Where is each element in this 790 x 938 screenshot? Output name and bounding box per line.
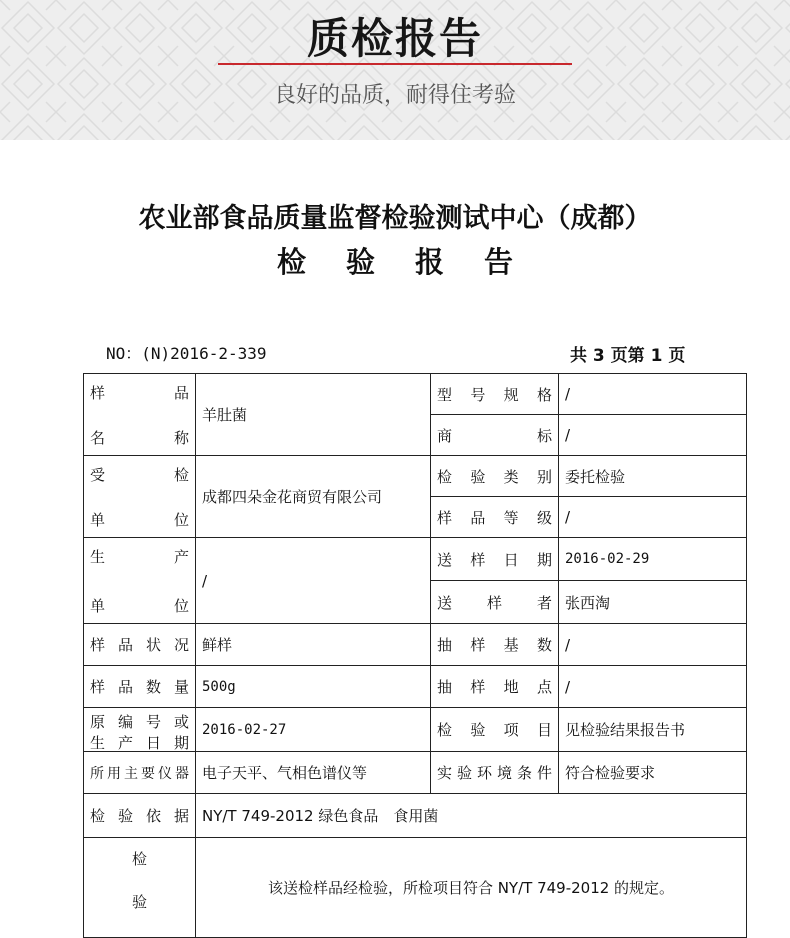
field-label: 商 标 xyxy=(431,415,559,456)
field-label: 抽样地点 xyxy=(431,666,559,708)
field-value: 委托检验 xyxy=(559,456,747,497)
banner-title: 质检报告 xyxy=(306,14,483,63)
client-label-cell xyxy=(84,456,196,538)
document-title: 农业部食品质量监督检验测试中心（成都） xyxy=(138,203,652,234)
field-label: 生 产 xyxy=(90,547,189,566)
field-value: / xyxy=(559,624,747,666)
field-value: / xyxy=(559,666,747,708)
report-table xyxy=(83,373,747,938)
field-label: 单 位 xyxy=(90,510,189,529)
document-subtitle: 检验报告 xyxy=(276,245,553,279)
field-value: 鲜样 xyxy=(196,624,431,666)
field-value: 符合检验要求 xyxy=(559,752,747,794)
sample-name-value: 羊肚菌 xyxy=(196,374,431,456)
field-value: 电子天平、气相色谱仪等 xyxy=(196,752,431,794)
table-row xyxy=(84,708,747,752)
field-value: 500g xyxy=(196,666,431,708)
field-value: 2016-02-27 xyxy=(196,708,431,752)
field-label: 送 样 者 xyxy=(431,581,559,624)
field-label: 样品等级 xyxy=(431,497,559,538)
field-label: 生产日期 xyxy=(90,733,189,752)
client-value: 成都四朵金花商贸有限公司 xyxy=(196,456,431,538)
field-label: 名 称 xyxy=(90,428,189,447)
field-label: 型号规格 xyxy=(431,374,559,415)
field-label: 检验类别 xyxy=(431,456,559,497)
table-row xyxy=(84,374,747,415)
field-label: 送样日期 xyxy=(431,538,559,581)
table-row xyxy=(84,752,747,794)
field-label: 样 品 xyxy=(90,383,189,402)
field-value: / xyxy=(559,497,747,538)
field-label: 所用主要仪器 xyxy=(84,752,196,794)
producer-label-cell xyxy=(84,538,196,624)
result-label-cell xyxy=(84,838,196,938)
table-row xyxy=(84,538,747,581)
field-label: 样品数量 xyxy=(84,666,196,708)
table-row xyxy=(84,794,747,838)
field-label: 检 xyxy=(131,850,147,868)
field-label: 检验依据 xyxy=(84,794,196,838)
field-label: 原编号或 xyxy=(90,712,189,731)
producer-value: / xyxy=(196,538,431,624)
field-label: 单 位 xyxy=(90,596,189,615)
header-banner xyxy=(0,0,790,140)
result-value: 该送检样品经检验，所检项目符合 NY/T 749-2012 的规定。 xyxy=(196,838,747,938)
field-label: 实验环境条件 xyxy=(431,752,559,794)
banner-subtitle: 良好的品质，耐得住考验 xyxy=(273,83,516,108)
field-label: 样品状况 xyxy=(84,624,196,666)
field-value: NY/T 749-2012 绿色食品 食用菌 xyxy=(196,794,747,838)
field-value: 2016-02-29 xyxy=(559,538,747,581)
report-number: NO：(N)2016-2-339 xyxy=(106,344,267,363)
field-label: 检验项目 xyxy=(431,708,559,752)
production-date-label-cell xyxy=(84,708,196,752)
banner-divider xyxy=(218,63,572,65)
field-label: 验 xyxy=(131,893,147,911)
field-value: 见检验结果报告书 xyxy=(559,708,747,752)
field-label: 抽样基数 xyxy=(431,624,559,666)
page-info: 共 3 页第 1 页 xyxy=(570,346,686,366)
table-row xyxy=(84,838,747,938)
field-value: / xyxy=(559,415,747,456)
field-label: 受 检 xyxy=(90,465,189,484)
table-row xyxy=(84,666,747,708)
field-value: / xyxy=(559,374,747,415)
table-row xyxy=(84,456,747,497)
sample-name-label-cell xyxy=(84,374,196,456)
field-value: 张西淘 xyxy=(559,581,747,624)
table-row xyxy=(84,624,747,666)
